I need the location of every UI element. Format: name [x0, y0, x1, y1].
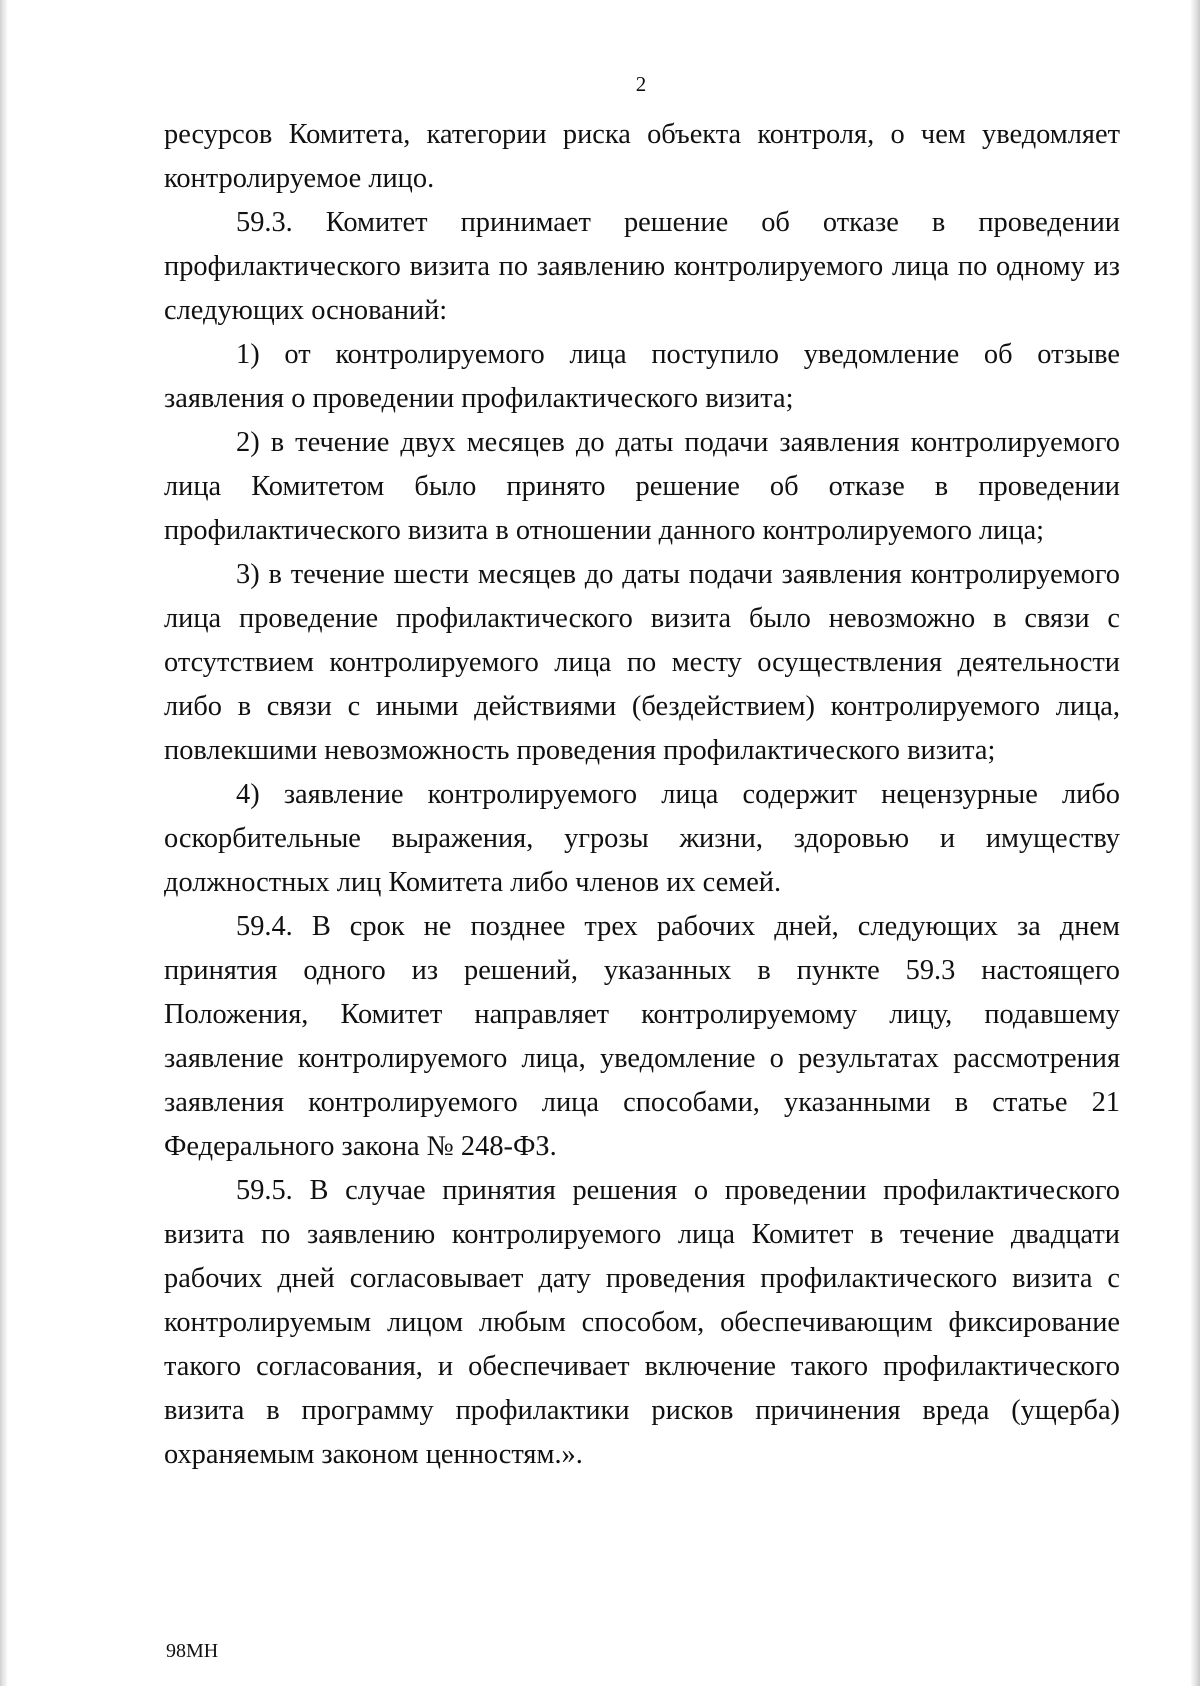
paragraph-59-5: 59.5. В случае принятия решения о проведении профилактического визита по заявлению контролируемого лица Комитет в течение двадцати рабочих дней согласовывает дату проведения профилактического визита с контролируемым лицом любым способом, обеспечивающим фиксирование такого согласования, и обеспечивает включение такого профилактического визита в программу профилактики рисков причинения вреда (ущерба) охраняемым законом ценностям.».	[164, 1175, 1120, 1470]
document-body	[164, 113, 1120, 1477]
scan-edge-left	[0, 0, 7, 1686]
list-item-4: 4) заявление контролируемого лица содержит нецензурные либо оскорбительные выражения, угрозы жизни, здоровью и имуществу должностных лиц Комитета либо членов их семей.	[164, 779, 1120, 898]
paragraph-59-4: 59.4. В срок не позднее трех рабочих дней, следующих за днем принятия одного из решений, указанных в пункте 59.3 настоящего Положения, Комитет направляет контролируемому лицу, подавшему заявление контролируемого лица, уведомление о результатах рассмотрения заявления контролируемого лица способами, указанными в статье 21 Федерального закона № 248-ФЗ.	[164, 911, 1120, 1162]
list-item-3: 3) в течение шести месяцев до даты подачи заявления контролируемого лица проведение профилактического визита было невозможно в связи с отсутствием контролируемого лица по месту осуществления деятельности либо в связи с иными действиями (бездействием) контролируемого лица, повлекшими невозможность проведения профилактического визита;	[164, 559, 1120, 766]
page-number: 2	[635, 72, 647, 96]
footer-document-code: 98МН	[166, 1640, 219, 1662]
paragraph-continuation: ресурсов Комитета, категории риска объекта контроля, о чем уведомляет контролируемое лицо.	[164, 119, 1120, 194]
scan-edge-right	[1191, 0, 1200, 1686]
paragraph-59-3: 59.3. Комитет принимает решение об отказе в проведении профилактического визита по заявлению контролируемого лица по одному из следующих оснований:	[164, 207, 1120, 326]
list-item-1: 1) от контролируемого лица поступило уведомление об отзыве заявления о проведении профилактического визита;	[164, 339, 1120, 414]
list-item-2: 2) в течение двух месяцев до даты подачи заявления контролируемого лица Комитетом было принято решение об отказе в проведении профилактического визита в отношении данного контролируемого лица;	[164, 427, 1120, 546]
